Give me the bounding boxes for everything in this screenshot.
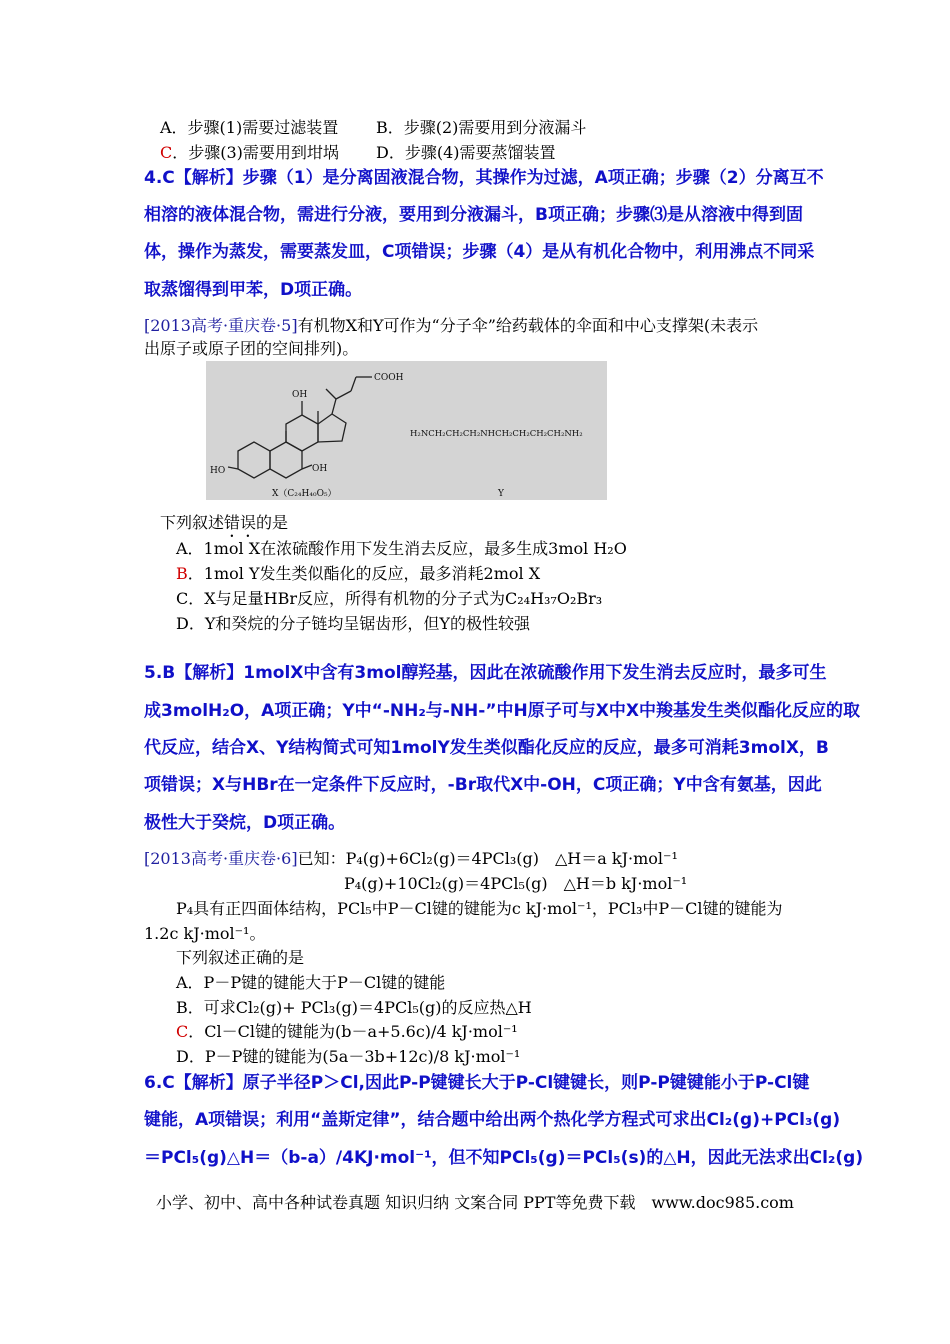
answer-6-line-3: ＝PCl₅(g)△H＝（b-a）/4KJ·mol⁻¹，但不知PCl₅(g)＝PCl₅(s)的△H，因此无法求出Cl₂(g) <box>144 1148 864 1168</box>
answer-6-line-1: 6.C【解析】原子半径P＞Cl,因此P-P键键长大于P-Cl键键长，则P-P键键能小于P-Cl键 <box>144 1073 810 1093</box>
q6-equation-2: P₄(g)+10Cl₂(g)＝4PCl₅(g) △H＝b kJ·mol⁻¹ <box>344 874 688 893</box>
q3-option-a: A．步骤(1)需要过滤装置 <box>160 118 339 137</box>
molecule-structure <box>206 361 607 500</box>
q5-option-b <box>176 564 540 584</box>
q6-prompt: 下列叙述正确的是 <box>176 948 305 967</box>
cooh-label: COOH <box>374 373 404 383</box>
q5-option-b-letter: B <box>176 564 188 583</box>
q5-prompt-start: 下列叙述 <box>160 513 225 532</box>
q5-option-c: C．X与足量HBr反应，所得有机物的分子式为C₂₄H₃₇O₂Br₃ <box>176 589 603 608</box>
q6-equation-1: 已知：P₄(g)+6Cl₂(g)＝4PCl₃(g) △H＝a kJ·mol⁻¹ <box>297 849 678 868</box>
q6-option-d: D．P－P键的键能为(5a－3b+12c)/8 kJ·mol⁻¹ <box>176 1047 521 1066</box>
oh-right-label: OH <box>312 464 328 474</box>
q5-prompt-emphasis: 错误 <box>224 513 257 532</box>
oh-top-label: OH <box>292 390 308 400</box>
answer-5-line-4: 项错误；X与HBr在一定条件下反应时，-Br取代X中-OH，C项正确；Y中含有氨基，因此 <box>144 775 822 795</box>
molecule-figure <box>206 361 607 500</box>
x-label: X（C₂₄H₄₀O₅） <box>272 489 337 499</box>
q5-option-b-text: ．1mol Y发生类似酯化的反应，最多消耗2mol X <box>187 564 541 583</box>
q5-prompt-end: 的是 <box>256 513 289 532</box>
answer-5-line-1: 5.B【解析】1molX中含有3mol醇羟基，因此在浓硫酸作用下发生消去反应时，最多可生 <box>144 663 827 683</box>
ho-left-label: HO <box>210 466 226 476</box>
answer-5-line-2: 成3molH₂O，A项正确；Y中“-NH₂与-NH-”中H原子可与X中X中羧基发生类似酯化反应的取 <box>144 701 860 721</box>
q3-option-d: D．步骤(4)需要蒸馏装置 <box>376 143 556 162</box>
q5-stem-line-2: 出原子或原子团的空间排列)。 <box>144 339 359 358</box>
q6-option-b: B．可求Cl₂(g)+ PCl₃(g)＝4PCl₅(g)的反应热△H <box>176 998 532 1017</box>
q6-option-c <box>176 1022 518 1042</box>
page-footer: 小学、初中、高中各种试卷真题 知识归纳 文案合同 PPT等免费下载 www.doc985.com <box>156 1193 794 1212</box>
q6-option-c-text: ．Cl－Cl键的键能为(b－a+5.6c)/4 kJ·mol⁻¹ <box>188 1022 518 1041</box>
answer-4-line-4: 取蒸馏得到甲苯，D项正确。 <box>144 280 363 300</box>
q6-source: [2013高考·重庆卷·6] <box>144 849 298 868</box>
q5-stem-text: 有机物X和Y可作为“分子伞”给药载体的伞面和中心支撑架(未表示 <box>297 316 759 335</box>
answer-4-line-1: 4.C【解析】步骤（1）是分离固液混合物，其操作为过滤，A项正确；步骤（2）分离互不 <box>144 168 824 188</box>
answer-4-line-2: 相溶的液体混合物，需进行分液，要用到分液漏斗，B项正确；步骤⑶是从溶液中得到固 <box>144 205 803 225</box>
q3-option-c-text: ．步骤(3)需要用到坩埚 <box>172 143 339 162</box>
y-formula-label: H₂NCH₂CH₂CH₂NHCH₂CH₂CH₂CH₂NH₂ <box>410 429 583 439</box>
q3-option-c-letter: C <box>160 143 173 162</box>
q6-option-a: A．P－P键的键能大于P－Cl键的键能 <box>176 973 446 992</box>
q5-option-a: A．1mol X在浓硫酸作用下发生消去反应，最多生成3mol H₂O <box>176 539 627 558</box>
q6-option-c-letter: C <box>176 1022 189 1041</box>
q6-info-line-2: 1.2c kJ·mol⁻¹。 <box>144 924 266 943</box>
answer-5-line-5: 极性大于癸烷，D项正确。 <box>144 813 346 833</box>
q5-source: [2013高考·重庆卷·5] <box>144 316 298 335</box>
answer-4-line-3: 体，操作为蒸发，需要蒸发皿，C项错误；步骤（4）是从有机化合物中，利用沸点不同采 <box>144 242 815 262</box>
q5-prompt <box>160 513 288 541</box>
q3-option-b: B．步骤(2)需要用到分液漏斗 <box>376 118 587 137</box>
answer-6-line-2: 键能，A项错误；利用“盖斯定律”，结合题中给出两个热化学方程式可求出Cl₂(g)+PCl₃(g) <box>144 1110 841 1130</box>
answer-5-line-3: 代反应，结合X、Y结构简式可知1molY发生类似酯化反应的反应，最多可消耗3molX，B <box>144 738 829 758</box>
q5-stem-line-1 <box>144 316 758 336</box>
q5-option-d: D．Y和癸烷的分子链均呈锯齿形，但Y的极性较强 <box>176 614 530 633</box>
q6-info-line-1: P₄具有正四面体结构，PCl₅中P－Cl键的键能为c kJ·mol⁻¹，PCl₃中P－Cl键的键能为 <box>176 899 783 918</box>
q6-eq-line-1 <box>144 849 678 869</box>
y-label: Y <box>498 489 504 499</box>
q3-option-c <box>160 143 339 163</box>
